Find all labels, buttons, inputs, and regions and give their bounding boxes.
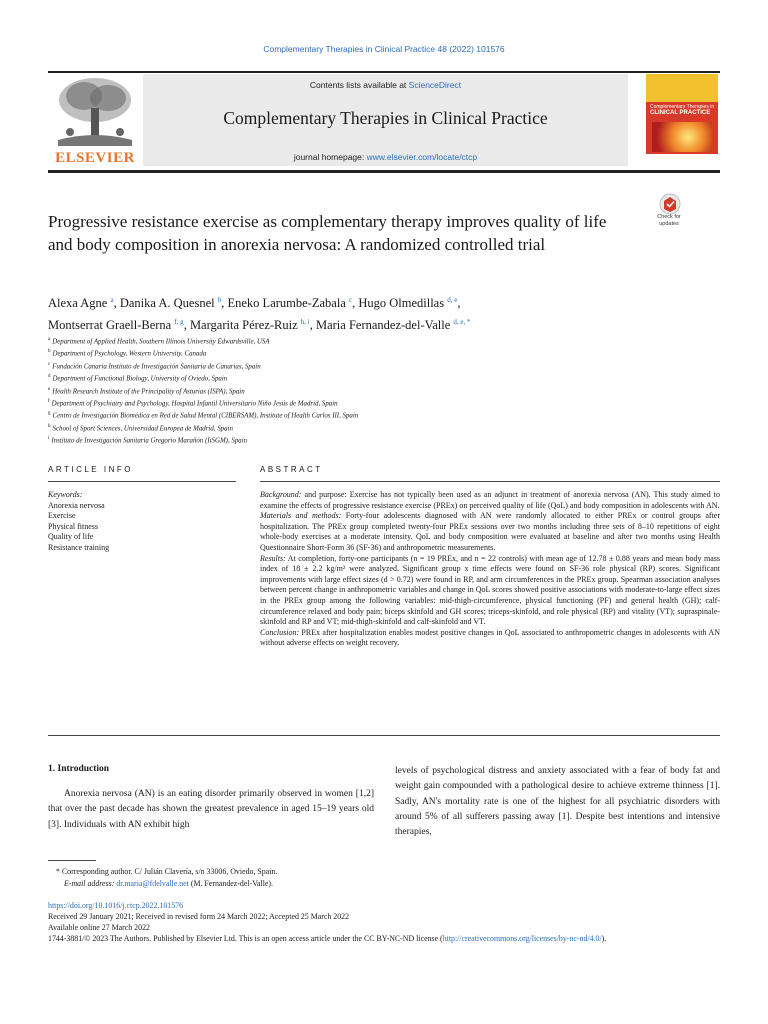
- author: Danika A. Quesnel $^b$,: [119, 296, 228, 311]
- online-date: Available online 27 March 2022: [48, 923, 150, 932]
- cover-title-line1: Complementary Therapies in: [650, 104, 715, 110]
- keyword-item: Anorexia nervosa: [48, 500, 105, 510]
- check-for-updates-label[interactable]: [645, 214, 693, 227]
- contents-line: [143, 80, 628, 90]
- corresponding-author-note: * Corresponding author. C/ Julián Clavería, s/n 33006, Oviedo, Spain.: [56, 867, 278, 876]
- affiliation-item: $^i$ Instituto de Investigación Sanitaria Gregorio Marañón (IiSGM), Spain: [48, 436, 248, 445]
- intro-left-column: [48, 787, 374, 833]
- affiliation-item: $^d$ Department of Functional Biology, University of Oviedo, Spain: [48, 374, 228, 383]
- homepage-line: [143, 152, 628, 162]
- abstract-heading: ABSTRACT: [260, 465, 323, 474]
- cover-title-line2: CLINICAL PRACTICE: [650, 110, 711, 116]
- affiliation-item: $^c$ Fundación Canaria Instituto de Investigación Sanitaria de Canarias, Spain: [48, 361, 261, 371]
- affiliation-item: $^f$ Department of Psychiatry and Psychology, Hospital Infantil Universitario Niño Jesús de Madrid, Spain: [48, 398, 338, 408]
- intro-paragraph-left: Anorexia nervosa (AN) is an eating disorder primarily observed in women [1,2] that over the past decade has shown the greatest prevalence in aged 15–19 years old [3]. Individuals with AN exhibit high: [48, 789, 374, 830]
- author-list: [48, 291, 728, 335]
- affiliation-list: [48, 335, 728, 447]
- keyword-item: Quality of life: [48, 532, 94, 542]
- masthead-bottom-rule: [48, 170, 720, 173]
- license-suffix: ).: [601, 934, 607, 943]
- license-prefix: 1744-3881/© 2023 The Authors. Published by Elsevier Ltd. This is an open access article under the CC BY-NC-ND license (: [48, 934, 443, 943]
- contents-prefix: Contents lists available at: [309, 80, 409, 90]
- abstract-body: [260, 490, 720, 649]
- check-label-line1: Check for: [657, 214, 681, 220]
- footnote-block: [48, 866, 728, 889]
- author: Hugo Olmedillas $^{d, e}$,: [358, 296, 461, 311]
- keyword-item: Physical fitness: [48, 521, 98, 531]
- received-dates: Received 29 January 2021; Received in revised form 24 March 2022; Accepted 25 March 2022: [48, 912, 350, 921]
- section-heading-introduction: 1. Introduction: [48, 764, 110, 774]
- intro-paragraph-right: levels of psychological distress and anxiety associated with a fear of body fat and weight gain compounded with a pathological desire to achieve extreme thinness [1]. Sadly, AN's mortality rate is one of the highest for all psychiatric disorders with around 5% of all sufferers passing away [1]. Despite best intentions and intensive therapies,: [395, 766, 720, 838]
- article-title: Progressive resistance exercise as complementary therapy improves quality of life and body composition in anorexia nervosa: A randomized controlled trial: [48, 212, 607, 254]
- email-suffix: (M. Fernandez-del-Valle).: [188, 878, 274, 888]
- abstract-methods: Materials and methods: Forty-four adolescents diagnosed with AN were randomly allocated to either PREx or control groups after hospitalization. The PREx group completed twenty-four PREx sessions over two months including three sets of 8–10 repetitions of eight whole-body exercises at a moderate intensity. QoL and body composition were evaluated at baseline and after two months using Health Questionnaire Short-Form 36 (SF-36) and anthropometric measurements.: [260, 511, 720, 552]
- author: Margarita Pérez-Ruiz $^{h, i}$,: [189, 318, 316, 333]
- homepage-link[interactable]: www.elsevier.com/locate/ctcp: [366, 152, 478, 162]
- author: Eneko Larumbe-Zabala $^c$,: [227, 296, 359, 311]
- author: Alexa Agne $^a$,: [48, 296, 120, 311]
- author: Montserrat Graell-Berna $^{f, g}$,: [48, 318, 190, 333]
- intro-right-column: [395, 764, 720, 840]
- abstract-rule: [260, 481, 720, 482]
- email-link[interactable]: dr.maria@fdelvalle.net: [116, 878, 189, 888]
- publication-info: [48, 900, 728, 944]
- running-header[interactable]: Complementary Therapies in Clinical Practice 48 (2022) 101576: [263, 44, 505, 54]
- keywords-label: Keywords:: [48, 490, 83, 499]
- license-line: [48, 933, 728, 944]
- keywords-block: [48, 490, 236, 554]
- publisher-wordmark: ELSEVIER: [55, 150, 135, 166]
- email-label: E-mail address:: [64, 878, 117, 888]
- license-link[interactable]: http://creativecommons.org/licenses/by-nc-nd/4.0/: [442, 934, 602, 943]
- cover-footer: [646, 154, 718, 166]
- author: Maria Fernandez-del-Valle $^{d, e, *}$: [315, 318, 471, 333]
- journal-cover-image: [646, 74, 718, 166]
- article-info-heading: ARTICLE INFO: [48, 465, 133, 474]
- affiliation-item: $^h$ School of Sport Sciences, Universidad Europea de Madrid, Spain: [48, 423, 233, 433]
- journal-title: Complementary Therapies in Clinical Practice: [223, 108, 548, 128]
- doi-link[interactable]: https://doi.org/10.1016/j.ctcp.2022.101576: [48, 901, 184, 910]
- cover-artwork: [652, 122, 712, 152]
- check-updates-icon: [650, 193, 690, 215]
- abstract-bottom-rule: [48, 735, 720, 736]
- affiliation-item: $^b$ Department of Psychology, Western University, Canada: [48, 349, 207, 358]
- affiliation-item: $^a$ Department of Applied Health, Southern Illinois University Edwardsville, USA: [48, 337, 270, 346]
- abstract-results: Results: At completion, forty-one participants (n = 19 PREx, and n = 22 controls) with mean age of 12.78 ± 0.88 years and mean body mass index of 18 ± 2.2 kg/m² were analyzed. Significant group x time effects were found on SF-36 role physical (RP) scores. Significant improvements with large effect sizes (d > 0.72) were found in RP, and arm circumferences in the PREx group. Spearman association analyses between percent change in anthropometric variables and change in QoL scores showed positive associations with moderate-to-large effect sizes in the PREx group among the following variables: mid-thigh-circumference, physical functioning (PF) and general health (GH); calf-circumference relaxed and body pain; biceps skinfold and GH scores; triceps-skinfold, and role physical (RP) and vitality (VT); supraspinale-skinfold and RP and VT; mid-thigh-skinfold and calf-skinfold and VT.: [260, 553, 720, 627]
- email-line: [48, 878, 728, 890]
- check-label-line2: updates: [659, 220, 679, 227]
- sciencedirect-link[interactable]: ScienceDirect: [408, 80, 462, 90]
- affiliation-item: $^g$ Centro de Investigación Biomédica en Red de Salud Mental (CIBERSAM), Institute of Health Carlos III, Spain: [48, 411, 359, 420]
- keyword-item: Exercise: [48, 511, 76, 521]
- cover-top-band: [646, 74, 718, 102]
- homepage-label: journal homepage:: [293, 152, 367, 162]
- article-info-rule: [48, 481, 236, 482]
- masthead-top-rule: [48, 71, 720, 73]
- abstract-background: Background: and purpose: Exercise has not typically been used as an adjunct in treatment of anorexia nervosa (AN). This study aimed to examine the effects of progressive resistance exercise (PREx) on perceived quality of life (QoL) and body composition in adolescents with AN.: [260, 490, 720, 510]
- abstract-conclusion: Conclusion: PREx after hospitalization enables modest positive changes in QoL associated to anthropometric changes in adolescents with AN without adverse effects on weight recovery.: [260, 627, 720, 648]
- keyword-item: Resistance training: [48, 542, 110, 552]
- footnote-rule: [48, 860, 96, 861]
- affiliation-item: $^e$ Health Research Institute of the Principality of Asturias (ISPA), Spain: [48, 386, 245, 395]
